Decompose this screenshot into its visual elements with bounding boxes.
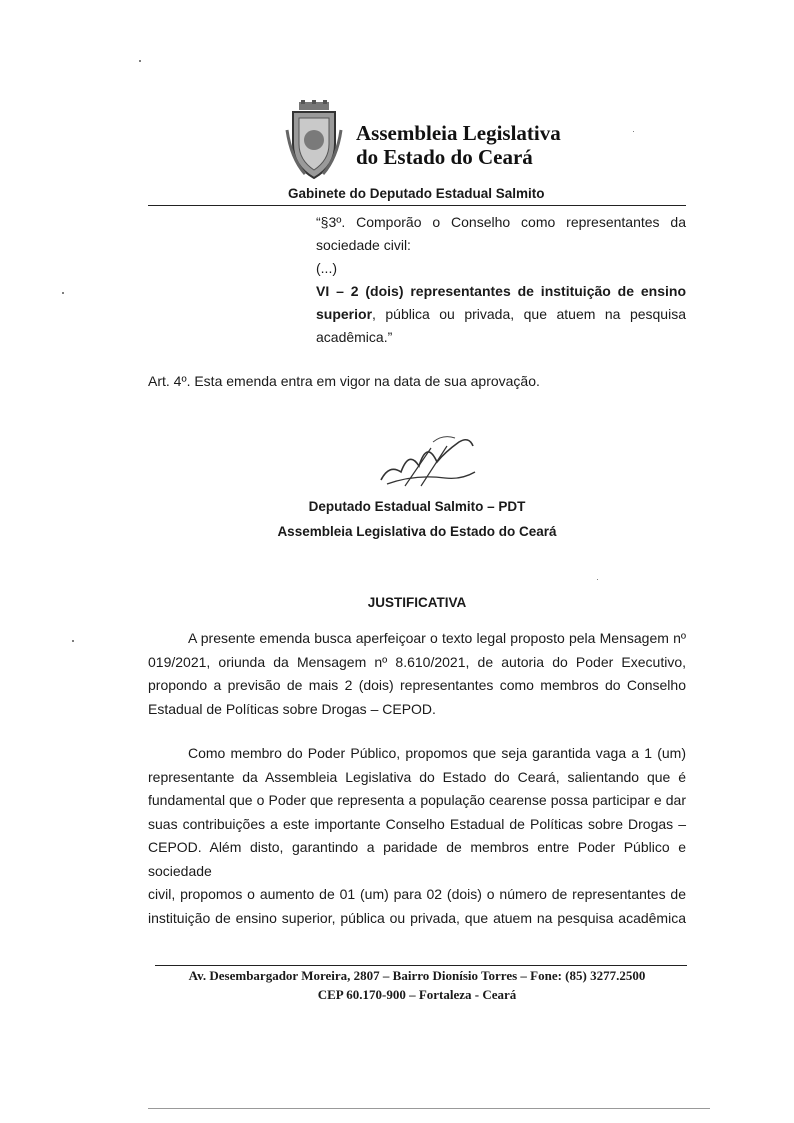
justification-title: JUSTIFICATIVA [367,595,467,610]
paragraph-1-line-2: 019/2021, oriunda da Mensagem nº 8.610/2021, de autoria do Poder Executivo, [148,653,686,670]
quote-line-3: (...) [316,260,337,276]
header-divider [148,205,686,206]
paragraph-2-line-4: suas contribuições a este importante Conselho Estadual de Políticas sobre Drogas – [148,815,686,832]
justification-paragraph-1 [148,627,686,721]
article-4: Art. 4º. Esta emenda entra em vigor na data de sua aprovação. [148,373,540,389]
quote-line-1: “§3º. Comporão o Conselho como representantes da [316,214,686,230]
justification-paragraph-2 [148,742,686,930]
quote-line-6: acadêmica.” [316,329,393,345]
quote-bold-term: superior [316,306,373,322]
scan-speck [633,131,634,132]
footer-divider [155,965,687,966]
crest-emblem [285,100,343,182]
scan-speck [62,292,64,294]
paragraph-2-line-6: civil, propomos o aumento de 01 (um) para 02 (dois) o número de representantes de [148,886,686,902]
signature-name: Deputado Estadual Salmito – PDT [308,499,526,514]
quote-line-4: VI – 2 (dois) representantes de instituição de ensino [316,283,686,299]
quote-line-5 [316,304,686,324]
scan-speck [72,640,74,642]
paragraph-2-line-3: fundamental que o Poder que representa a população cearense possa participar e dar [148,792,686,808]
office-title: Gabinete do Deputado Estadual Salmito [288,186,545,201]
org-name-line1: Assembleia Legislativa [356,121,561,145]
handwritten-signature [375,432,480,492]
scan-speck [597,579,598,580]
page-bottom-edge [148,1108,710,1109]
paragraph-1-line-3: propondo a previsão de mais 2 (dois) representantes como membros do Conselho [148,677,686,693]
quote-line-5-rest: , pública ou privada, que atuem na pesquisa [372,306,686,322]
paragraph-2-line-1: Como membro do Poder Público, propomos que seja garantida vaga a 1 (um) [188,745,686,761]
paragraph-2-line-2: representante da Assembleia Legislativa do Estado do Ceará, salientando que é [148,768,686,785]
paragraph-2-line-7: instituição de ensino superior, pública ou privada, que atuem na pesquisa acadêmica [148,909,686,926]
quote-line-2: sociedade civil: [316,237,411,253]
footer-cep: CEP 60.170-900 – Fortaleza - Ceará [317,987,517,1002]
scan-speck [139,60,141,62]
paragraph-2-line-5: CEPOD. Além disto, garantindo a paridade de membros entre Poder Público e sociedade [148,839,686,879]
signature-institution: Assembleia Legislativa do Estado do Ceará [277,524,557,539]
footer-address: Av. Desembargador Moreira, 2807 – Bairro Dionísio Torres – Fone: (85) 3277.2500 [188,968,646,983]
paragraph-1-line-4: Estadual de Políticas sobre Drogas – CEPOD. [148,700,436,717]
org-name-line2: do Estado do Ceará [356,145,533,169]
paragraph-1-line-1: A presente emenda busca aperfeiçoar o texto legal proposto pela Mensagem nº [188,630,686,646]
